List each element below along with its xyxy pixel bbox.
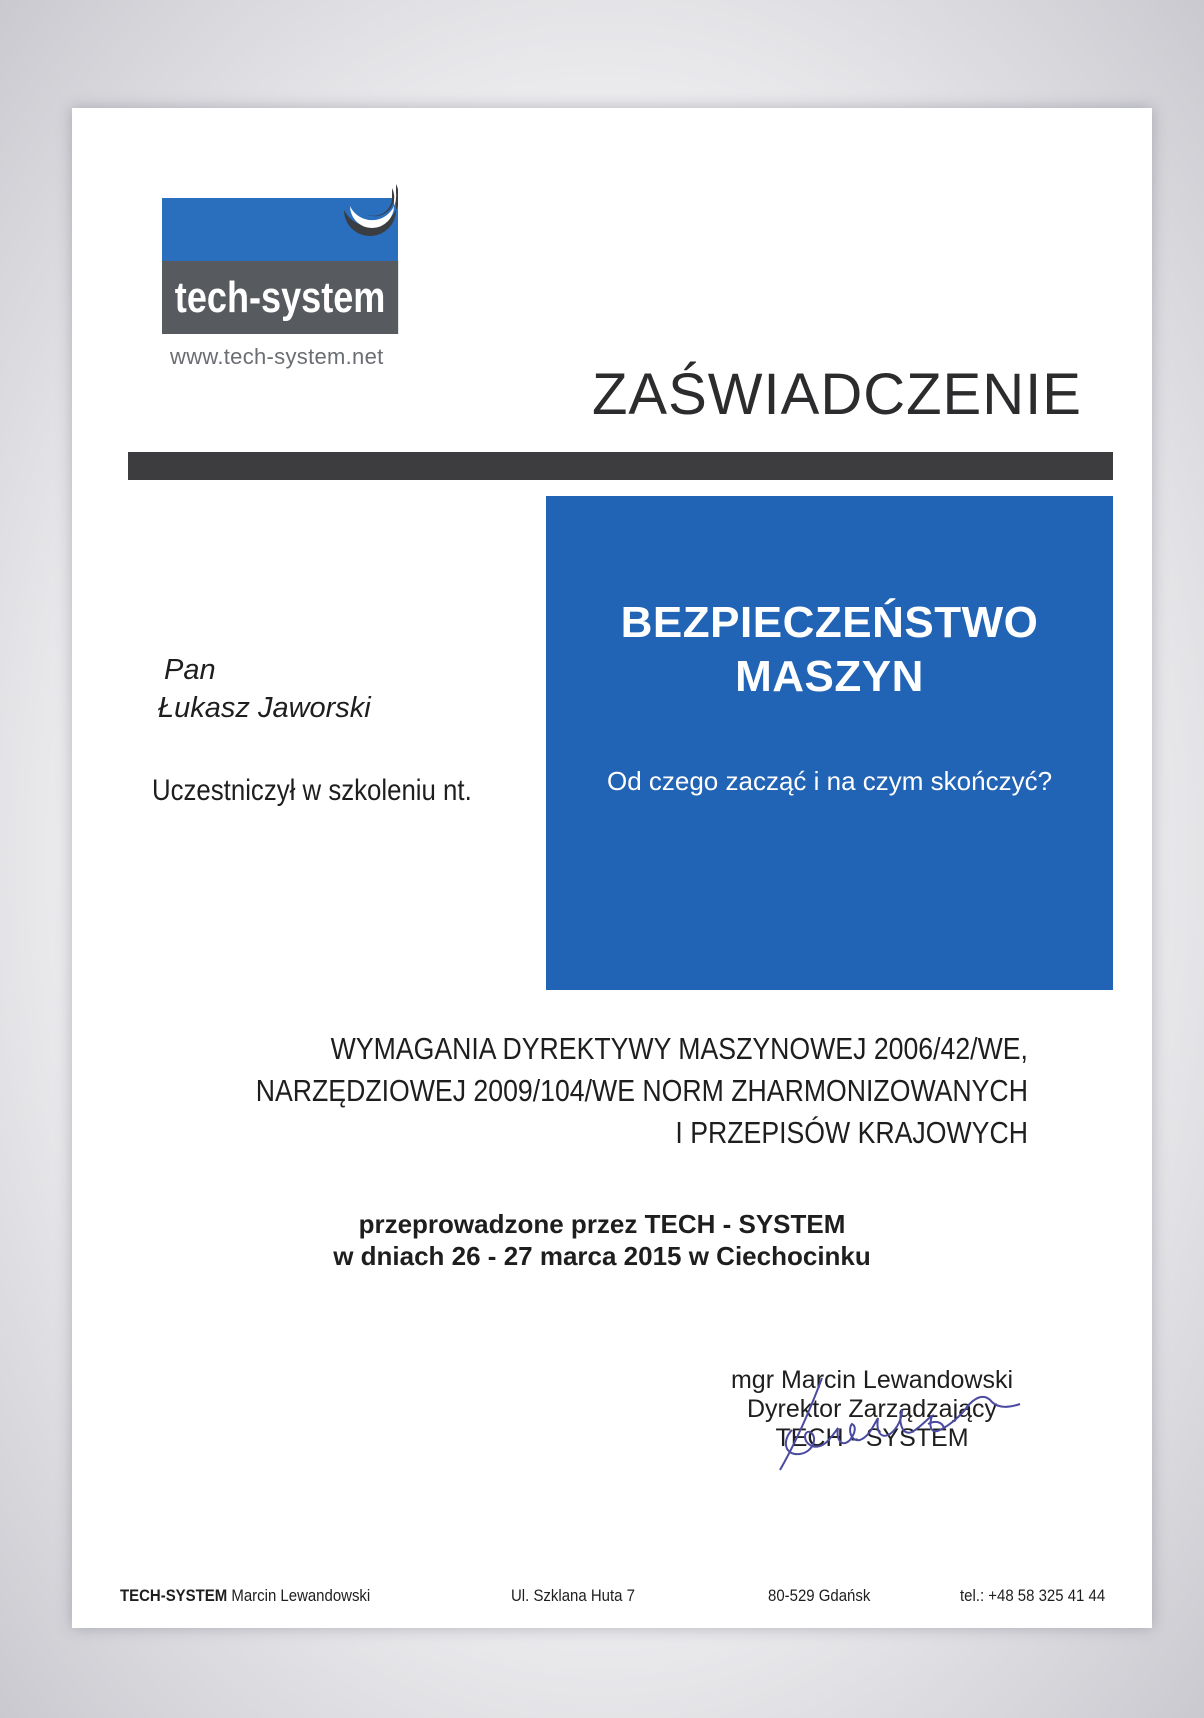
website-url: www.tech-system.net: [170, 344, 384, 369]
footer-phone: tel.: +48 58 325 41 44: [960, 1586, 1106, 1605]
recipient-name: Łukasz Jaworski: [158, 692, 371, 724]
logo-swoosh-icon: [338, 176, 398, 236]
course-title-box: [546, 496, 1113, 990]
requirements-text: [256, 1028, 1028, 1154]
footer-company: [120, 1586, 370, 1606]
tech-system-logo: [162, 198, 398, 334]
footer-company-bold: TECH-SYSTEM: [120, 1586, 228, 1605]
signatory-name: mgr Marcin Lewandowski: [730, 1366, 1014, 1394]
title-divider-bar: [128, 452, 1113, 480]
certificate-page: [72, 108, 1152, 1628]
handwritten-signature: [752, 1370, 1052, 1480]
requirements-line1: WYMAGANIA DYREKTYWY MASZYNOWEJ 2006/42/WE,: [330, 1031, 1028, 1066]
conducted-line2: w dniach 26 - 27 marca 2015 w Ciechocinku: [333, 1241, 871, 1271]
footer-city: 80-529 Gdańsk: [768, 1586, 871, 1605]
footer-company-rest: Marcin Lewandowski: [227, 1586, 371, 1605]
course-title: [546, 596, 1113, 704]
logo-wordmark: tech-system: [162, 261, 398, 334]
conducted-line1: przeprowadzone przez TECH - SYSTEM: [358, 1209, 846, 1239]
signatory-role: Dyrektor Zarządzający: [746, 1395, 998, 1423]
signatory-company: TECH - SYSTEM: [775, 1424, 969, 1452]
requirements-line3: I PRZEPISÓW KRAJOWYCH: [675, 1115, 1028, 1150]
participation-statement: Uczestniczył w szkoleniu nt.: [152, 774, 472, 807]
course-subtitle: Od czego zacząć i na czym skończyć?: [606, 766, 1053, 796]
document-title: ZAŚWIADCZENIE: [592, 362, 1082, 427]
course-title-line2: MASZYN: [735, 652, 924, 701]
requirements-line2: NARZĘDZIOWEJ 2009/104/WE NORM ZHARMONIZOWANYCH: [255, 1073, 1028, 1108]
course-title-line1: BEZPIECZEŃSTWO: [620, 598, 1039, 647]
footer-street: Ul. Szklana Huta 7: [511, 1586, 635, 1605]
recipient-salutation: Pan: [164, 654, 216, 686]
conducted-by-text: [0, 1208, 1204, 1272]
